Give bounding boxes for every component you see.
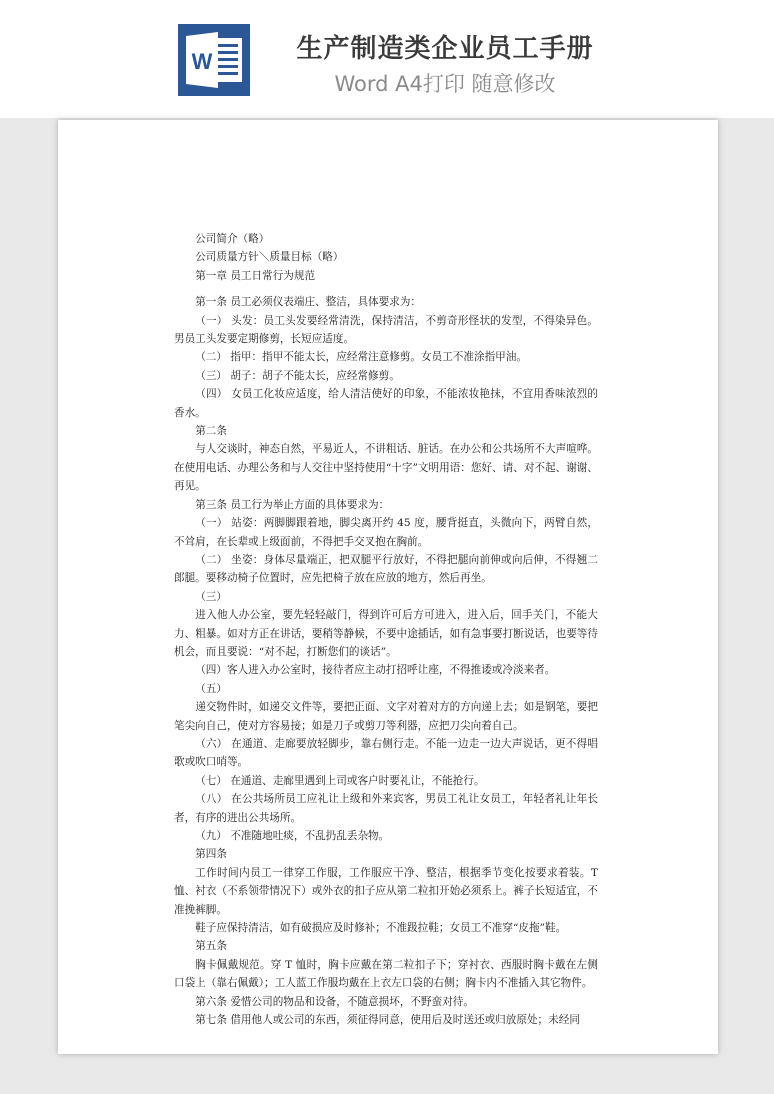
document-paragraph: （三）: [195, 590, 227, 603]
document-paragraph: （七） 在通道、走廊里遇到上司或客户时要礼让，不能抢行。: [195, 774, 485, 787]
document-paragraph: 第一章 员工日常行为规范: [195, 269, 316, 282]
document-paragraph: 第四条: [195, 848, 227, 861]
document-paragraph: 第三条 员工行为举止方面的具体要求为：: [195, 498, 390, 511]
document-paragraph: （八） 在公共场所员工应礼让上级和外来宾客，男员工礼让女员工，年轻者礼让年长者，有序的进出公共场所。: [174, 793, 598, 824]
document-paragraph: （三） 胡子：胡子不能太长，应经常修剪。: [195, 369, 400, 382]
document-paragraph: 第一条 员工必须仪表端庄、整洁，具体要求为：: [195, 296, 422, 309]
document-paragraph: 工作时间内员工一律穿工作服，工作服应干净、整洁，根据季节变化按要求着装。T恤、衬衣（不系领带情况下）或外衣的扣子应从第二粒扣开始必须系上。裤子长短适宜，不准挽裤脚。: [174, 866, 598, 916]
document-paragraph: （二） 坐姿：身体尽量端正，把双腿平行放好，不得把腿向前伸或向后伸，不得翘二郎腿。要移动椅子位置时，应先把椅子放在应放的地方，然后再坐。: [174, 553, 598, 585]
document-paragraph: 进入他人办公室，要先轻轻敲门，得到许可后方可进入，进入后，回手关门，不能大力、粗暴。如对方正在讲话，要稍等静候，不要中途插话，如有急事要打断说话，也要等待机会，而且要说：“对不起，打断您们的谈话”。: [174, 609, 598, 658]
document-paragraph: 第五条: [195, 940, 227, 953]
document-body: [174, 230, 598, 1029]
document-paragraph: （一） 头发：员工头发要经常清洗，保持清洁，不剪奇形怪状的发型，不得染异色。男员工头发要定期修剪，长短应适度。: [174, 314, 598, 346]
document-paragraph: 递交物件时，如递交文件等，要把正面、文字对着对方的方向递上去；如是钢笔，要把笔尖向自己，使对方容易接；如是刀子或剪刀等利器，应把刀尖向着自己。: [174, 701, 598, 732]
word-document-icon: [178, 24, 250, 96]
document-paragraph: （一） 站姿：两脚脚跟着地，脚尖离开约 45 度，腰背挺直，头微向下，两臂自然，不耸肩，在长辈或上级面前，不得把手交叉抱在胸前。: [174, 517, 598, 548]
document-paragraph: 第二条: [195, 425, 227, 438]
document-paragraph: （五）: [195, 682, 227, 695]
header-banner: [0, 0, 774, 118]
document-paragraph: （九） 不准随地吐痰，不乱扔乱丢杂物。: [195, 830, 390, 842]
document-paragraph: （二） 指甲：指甲不能太长，应经常注意修剪。女员工不准涂指甲油。: [195, 351, 527, 364]
document-paragraph: 第七条 借用他人或公司的东西，须征得同意，使用后及时送还或归放原处；未经同: [195, 1014, 580, 1027]
document-paragraph: （四） 女员工化妆应适度，给人清洁使好的印象，不能浓妆艳抹，不宜用香味浓烈的香水。: [174, 388, 598, 419]
document-paragraph: （四）客人进入办公室时，接待者应主动打招呼让座，不得推诿或冷淡来者。: [195, 664, 556, 677]
document-paragraph: 与人交谈时，神态自然，平易近人，不讲粗话、脏话。在办公和公共场所不大声喧哗。在使用电话、办理公务和与人交往中坚持使用“十字”文明用语：您好、请、对不起、谢谢、再见。: [174, 443, 598, 493]
document-paragraph: 公司质量方针＼质量目标（略）: [195, 251, 344, 264]
document-paragraph: 鞋子应保持清洁，如有破损应及时修补；不准趿拉鞋；女员工不准穿“皮拖”鞋。: [195, 922, 567, 935]
document-paragraph: 公司简介（略）: [195, 233, 270, 245]
document-paragraph: （六） 在通道、走廊要放轻脚步，靠右侧行走。不能一边走一边大声说话，更不得唱歌或吹口哨等。: [174, 737, 598, 769]
document-paragraph: 胸卡佩戴规范。穿 T 恤时，胸卡应戴在第二粒扣子下；穿衬衣、西服时胸卡戴在左侧口袋上（靠右佩戴）；工人蓝工作服均戴在上衣左口袋的右侧；胸卡内不准插入其它物件。: [174, 958, 598, 990]
page-title: 生产制造类企业员工手册: [296, 34, 594, 64]
svg-text:W: W: [191, 49, 213, 74]
document-paragraph: 第六条 爱惜公司的物品和设备，不随意损坏，不野蛮对待。: [195, 995, 474, 1008]
document-page: [58, 120, 718, 1054]
page-subtitle: Word A4打印 随意修改: [334, 72, 556, 96]
